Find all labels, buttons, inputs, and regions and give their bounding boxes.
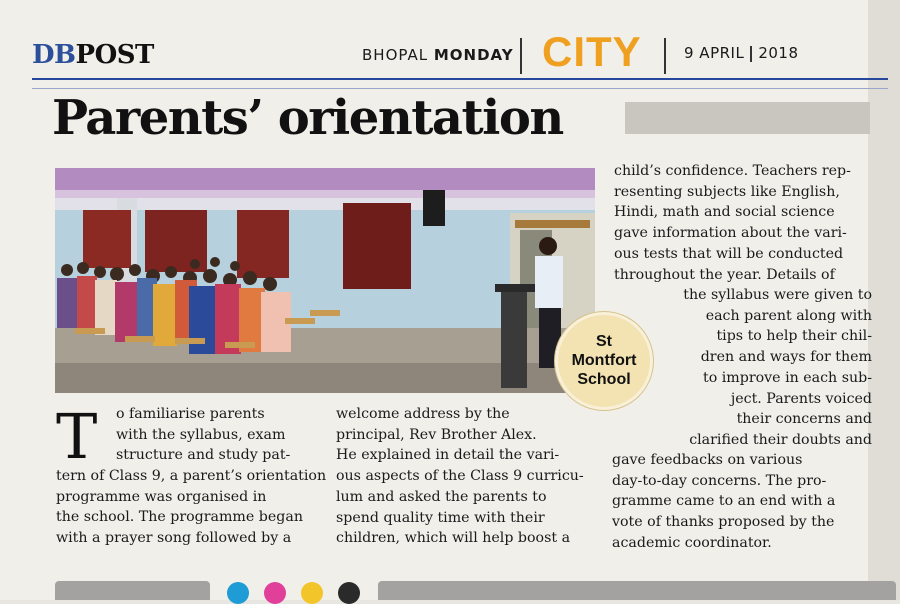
text-line: academic coordinator. [612,534,772,551]
text-line: lum and asked the parents to [336,488,547,505]
text-line: with the syllabus, exam [116,426,286,443]
article-column-3-wrap [610,285,872,451]
text-line: children, which will help boost a [336,530,571,547]
text-line: ous aspects of the Class 9 curricu- [336,468,584,485]
article-photo [55,168,595,393]
text-line: gave information about the vari- [614,225,847,242]
text-line: tern of Class 9, a parent’s orientation [56,468,327,484]
text-line: gramme came to an end with a [612,493,836,510]
article-column-1-body [56,466,326,549]
registration-dot-yellow [301,582,323,604]
drop-cap: T [56,400,98,473]
article-column-3-bottom [612,450,835,554]
masthead-rule [32,78,888,80]
text-line: He explained in detail the vari- [336,447,560,464]
print-margin-bar [378,581,896,600]
text-line: the syllabus were given to [683,287,872,303]
text-line: dren and ways for them [700,349,872,366]
text-line: vote of thanks proposed by the [612,514,835,531]
text-line: ject. Parents voiced [730,390,872,407]
issue-date: 9 APRIL 2018 [684,44,799,62]
section-name: CITY [542,28,642,75]
masthead-rule-thin [32,88,888,89]
text-line: resenting subjects like English, [614,183,840,200]
article-headline: Parents’ orientation [52,90,563,146]
article-column-2 [336,404,584,549]
facing-page-edge [868,0,900,600]
masthead-divider [664,38,666,74]
text-line: tips to help their chil- [716,328,872,345]
text-line: o familiarise parents [116,406,265,422]
text-line: throughout the year. Details of [614,266,835,283]
newspaper-logo: DBPOST [32,40,154,70]
text-line: each parent along with [705,307,872,324]
text-line: the school. The programme began [56,509,303,526]
school-name-badge: St Montfort School [555,312,653,410]
article-column-3-top [614,161,851,285]
text-line: programme was organised in [56,488,267,505]
registration-dot-magenta [264,582,286,604]
text-line: welcome address by the [336,406,510,422]
article-column-1 [116,404,285,445]
print-margin-bar [55,581,210,600]
adjacent-article-band [625,102,870,134]
registration-dot-black [338,582,360,604]
text-line: structure and study pat- [116,447,291,463]
text-line: clarified their doubts and [689,431,872,448]
text-line: Hindi, math and social science [614,204,835,221]
text-line: spend quality time with their [336,509,545,526]
text-line: day-to-day concerns. The pro- [612,472,827,489]
text-line: ous tests that will be conducted [614,245,844,262]
text-line: to improve in each sub- [703,369,872,386]
registration-dot-cyan [227,582,249,604]
text-line: their concerns and [736,411,872,428]
text-line: principal, Rev Brother Alex. [336,426,537,443]
article-column-1-cont [116,445,290,466]
edition-label: BHOPAL MONDAY [362,46,514,64]
masthead-divider [520,38,522,74]
text-line: gave feedbacks on various [612,452,803,468]
text-line: child’s confidence. Teachers rep- [614,163,851,179]
text-line: with a prayer song followed by a [56,530,292,547]
